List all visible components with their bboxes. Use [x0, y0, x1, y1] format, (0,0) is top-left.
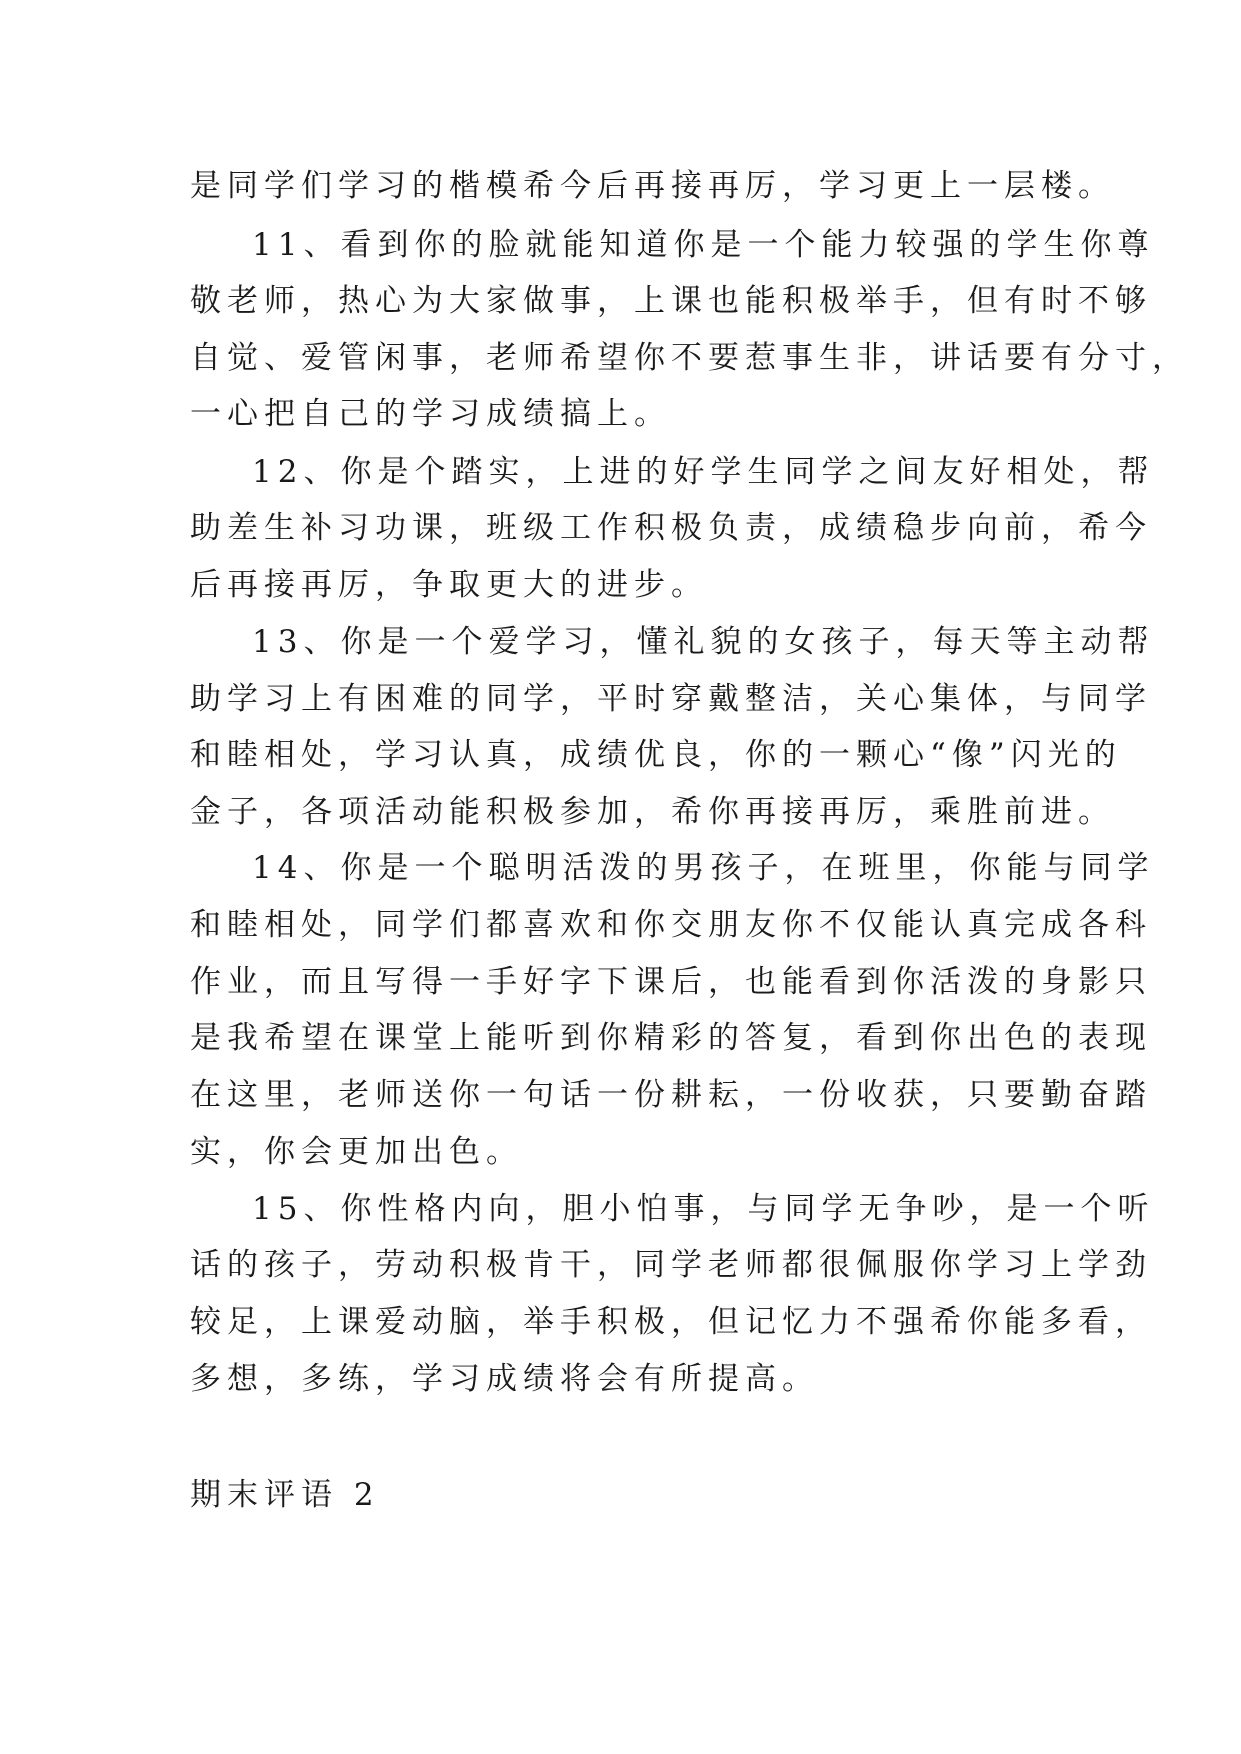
comment-11-line: 11、看到你的脸就能知道你是一个能力较强的学生你尊: [252, 227, 1155, 263]
comment-12-line: 12、你是个踏实，上进的好学生同学之间友好相处，帮: [252, 454, 1155, 490]
text-line: 是同学们学习的楷模希今后再接再厉，学习更上一层楼。: [190, 168, 1115, 204]
text-line: 金子，各项活动能积极参加，希你再接再厉，乘胜前进。: [190, 794, 1115, 830]
text-line: 和睦相处，学习认真，成绩优良，你的一颗心“像”闪光的: [190, 737, 1122, 773]
comment-14-line: 14、你是一个聪明活泼的男孩子，在班里，你能与同学: [252, 850, 1155, 886]
text-line: 多想，多练，学习成绩将会有所提高。: [190, 1361, 819, 1397]
text-line: 是我希望在课堂上能听到你精彩的答复，看到你出色的表现: [190, 1020, 1152, 1056]
text-line: 在这里，老师送你一句话一份耕耘，一份收获，只要勤奋踏: [190, 1077, 1152, 1113]
comment-15-line: 15、你性格内向，胆小怕事，与同学无争吵，是一个听: [252, 1191, 1155, 1227]
text-line: 话的孩子，劳动积极肯干，同学老师都很佩服你学习上学劲: [190, 1247, 1152, 1283]
text-line: 一心把自己的学习成绩搞上。: [190, 396, 671, 432]
text-line: 助差生补习功课，班级工作积极负责，成绩稳步向前，希今: [190, 510, 1152, 546]
text-line: 实，你会更加出色。: [190, 1134, 523, 1170]
text-line: 和睦相处，同学们都喜欢和你交朋友你不仅能认真完成各科: [190, 907, 1152, 943]
text-line: 作业，而且写得一手好字下课后，也能看到你活泼的身影只: [190, 964, 1152, 1000]
text-line: 自觉、爱管闲事，老师希望你不要惹事生非，讲话要有分寸，: [190, 340, 1189, 376]
section-heading: 期末评语 2: [190, 1477, 380, 1513]
text-line: 较足，上课爱动脑，举手积极，但记忆力不强希你能多看，: [190, 1304, 1152, 1340]
comment-13-line: 13、你是一个爱学习，懂礼貌的女孩子，每天等主动帮: [252, 624, 1155, 660]
text-line: 助学习上有困难的同学，平时穿戴整洁，关心集体，与同学: [190, 681, 1152, 717]
text-line: 后再接再厉，争取更大的进步。: [190, 567, 708, 603]
text-line: 敬老师，热心为大家做事，上课也能积极举手，但有时不够: [190, 283, 1152, 319]
